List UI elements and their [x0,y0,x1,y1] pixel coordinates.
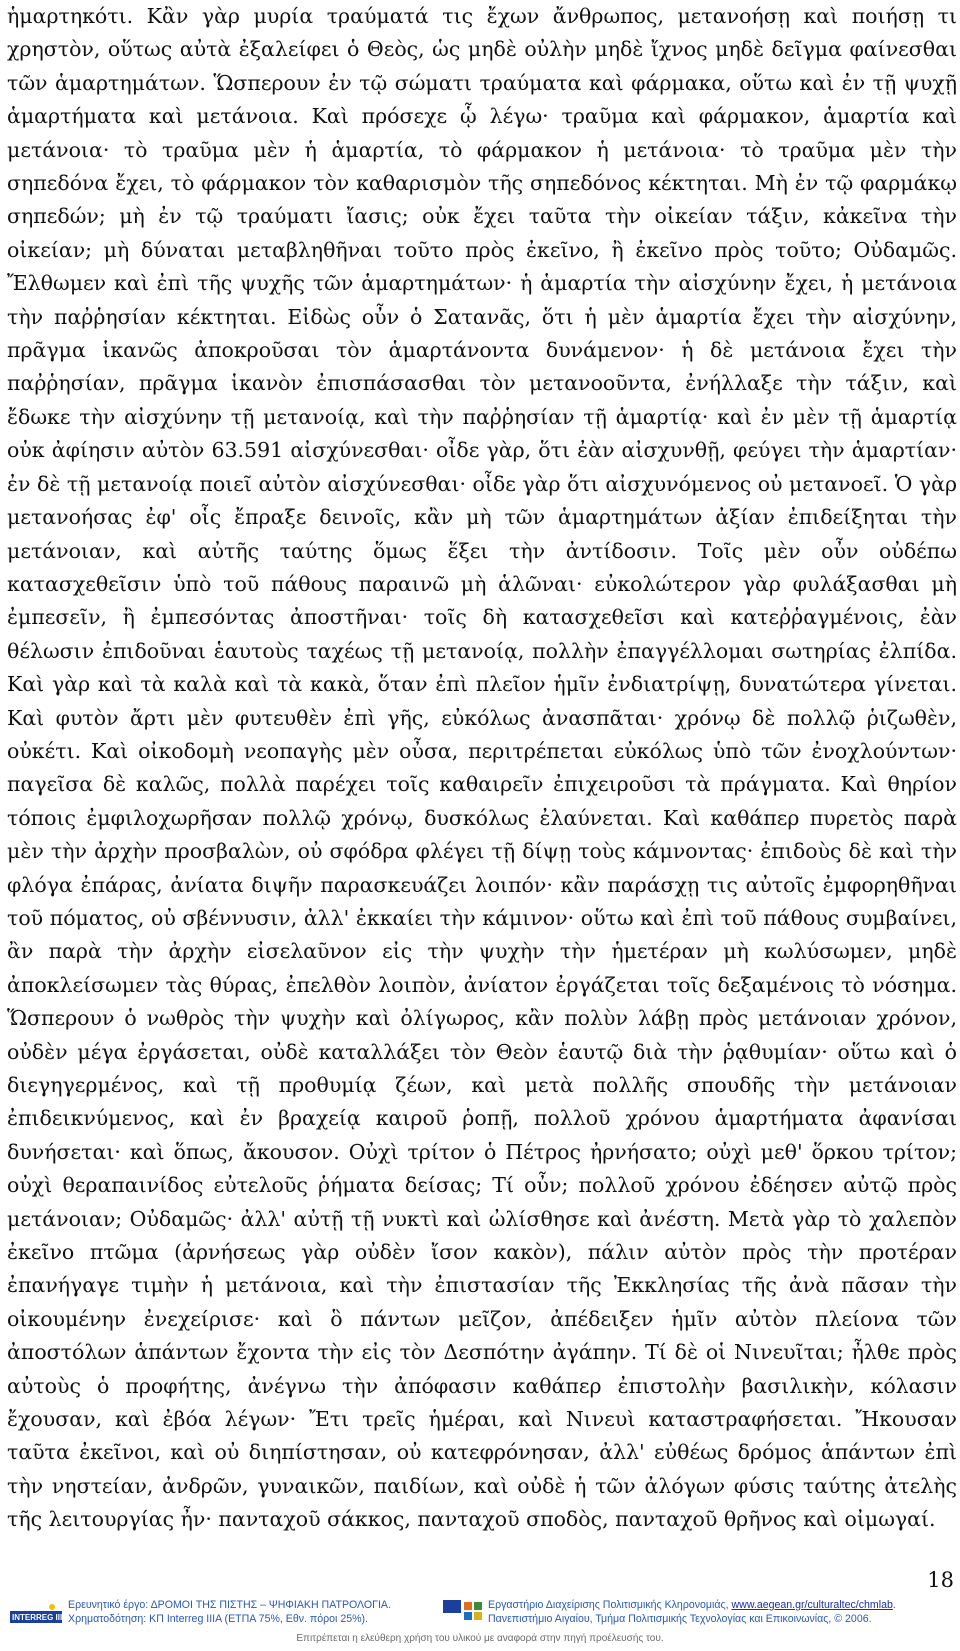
footer [0,1596,960,1651]
footer-lab-link[interactable]: www.aegean.gr/culturaltec/chmlab [731,1599,893,1611]
page-number: 18 [927,1568,954,1592]
body-paragraph: ἡμαρτηκότι. Κἂν γὰρ μυρία τραύματά τις ἔχων ἄνθρωπος, μετανοήσῃ καὶ ποιήσῃ τι χρηστὸν, οὕτως αὐτὰ ἐξαλείφει ὁ Θεὸς, ὡς μηδὲ οὐλὴν μηδὲ ἴχνος μηδὲ δεῖγμα φαίνεσθαι τῶν ἁμαρτημάτων. Ὥσπερουν ἐν τῷ σώματι τραύματα καὶ φάρμακα, οὕτω καὶ ἐν τῇ ψυχῇ ἁμαρτήματα καὶ μετάνοια. Καὶ πρόσεχε ᾧ λέγω· τραῦμα καὶ φάρμακον, ἁμαρτία καὶ μετάνοια· τὸ τραῦμα μὲν ἡ ἁμαρτία, τὸ φάρμακον ἡ μετάνοια· τὸ τραῦμα μὲν τὴν σηπεδόνα ἔχει, τὸ φάρμακον τὸν καθαρισμὸν τῆς σηπεδόνος κέκτηται. Μὴ ἐν τῷ φαρμάκῳ σηπεδών; μὴ ἐν τῷ τραύματι ἴασις; οὐκ ἔχει ταῦτα τὴν οἰκείαν τάξιν, κἀκεῖνα τὴν οἰκείαν; μὴ δύναται μεταβληθῆναι τοῦτο πρὸς ἐκεῖνο, ἢ ἐκεῖνο πρὸς τοῦτο; Οὐδαμῶς. Ἔλθωμεν καὶ ἐπὶ τῆς ψυχῆς τῶν ἁμαρτημάτων· ἡ ἁμαρτία τὴν αἰσχύνην ἔχει, ἡ μετάνοια τὴν παῤῥησίαν κέκτηται. Εἰδὼς οὖν ὁ Σατανᾶς, ὅτι ἡ μὲν ἁμαρτία ἔχει τὴν αἰσχύνην, πρᾶγμα ἱκανῶς ἀποκροῦσαι τὸν ἁμαρτάνοντα δυνάμενον· ἡ δὲ μετάνοια ἔχει τὴν παῤῥησίαν, πρᾶγμα ἱκανὸν ἐπισπάσασθαι τὸν μετανοοῦντα, ἐνήλλαξε τὴν τάξιν, καὶ ἔδωκε τὴν αἰσχύνην τῇ μετανοίᾳ, καὶ τὴν παῤῥησίαν τῇ ἁμαρτίᾳ· καὶ ἐν μὲν τῇ ἁμαρτίᾳ οὐκ ἀφίησιν αὐτὸν 63.591 αἰσχύνεσθαι· οἶδε γὰρ, ὅτι ἐὰν αἰσχυνθῇ, φεύγει τὴν ἁμαρτίαν· ἐν δὲ τῇ μετανοίᾳ ποιεῖ αὐτὸν αἰσχύνεσθαι· οἶδε γὰρ ὅτι αἰσχυνόμενος οὐ μετανοεῖ. Ὁ γὰρ μετανοήσας ἐφ' οἷς ἔπραξε δεινοῖς, κἂν μὴ τῶν ἁμαρτημάτων ἀξίαν ἐπιδείξηται τὴν μετάνοιαν, καὶ αὐτῆς ταύτης ὅμως ἕξει τὴν ἀντίδοσιν. Τοῖς μὲν οὖν οὐδέπω κατασχεθεῖσιν ὑπὸ τοῦ πάθους παραινῶ μὴ ἁλῶναι· εὐκολώτερον γὰρ φυλάξασθαι μὴ ἐμπεσεῖν, ἢ ἐμπεσόντας ἀποστῆναι· τοῖς δὴ κατασχεθεῖσι καὶ κατεῤῥαγμένοις, ἐὰν θέλωσιν ἐπιδοῦναι ἑαυτοὺς ταχέως τῇ μετανοίᾳ, πολλὴν ἐπαγγέλλομαι σωτηρίας ἐλπίδα. Καὶ γὰρ καὶ τὰ καλὰ καὶ τὰ κακὰ, ὅταν ἐπὶ πλεῖον ἡμῖν ἐνδιατρίψῃ, δυνατώτερα γίνεται. Καὶ φυτὸν ἄρτι μὲν φυτευθὲν ἐπὶ γῆς, εὐκόλως ἀνασπᾶται· χρόνῳ δὲ πολλῷ ῥιζωθὲν, οὐκέτι. Καὶ οἰκοδομὴ νεοπαγὴς μὲν οὖσα, περιτρέπεται εὐκόλως ὑπὸ τῶν ἐνοχλούντων· παγεῖσα δὲ καλῶς, πολλὰ παρέχει τοῖς καθαιρεῖν ἐπιχειροῦσι τὰ πράγματα. Καὶ θηρίον τόποις ἐμφιλοχωρῆσαν πολλῷ χρόνῳ, δυσκόλως ἐλαύνεται. Καὶ καθάπερ πυρετὸς παρὰ μὲν τὴν ἀρχὴν προσβαλὼν, οὐ σφόδρα φλέγει τῇ δίψῃ τοὺς κάμνοντας· ἐπιδοὺς δὲ καὶ τὴν φλόγα ἐπάρας, ἀνίατα διψῆν παρασκευάζει λοιπόν· κἂν παράσχῃ τις αὐτοῖς ἐμφορηθῆναι τοῦ πόματος, οὐ σβέννυσιν, ἀλλ' ἐκκαίει τὴν κάμινον· οὕτω καὶ ἐπὶ τοῦ πάθους συμβαίνει, ἂν παρὰ τὴν ἀρχὴν εἰσελαῦνον εἰς τὴν ψυχὴν τὴν ἡμετέραν μὴ κωλύσωμεν, μηδὲ ἀποκλείσωμεν τὰς θύρας, ἐπελθὸν λοιπὸν, ἀνίατον ἐργάζεται τοῖς δεξαμένοις τὸ νόσημα. Ὥσπερουν ὁ νωθρὸς τὴν ψυχὴν καὶ ὀλίγωρος, κἂν πολὺν λάβῃ πρὸς μετάνοιαν χρόνον, οὐδὲν μέγα ἐργάσεται, οὐδὲ καταλλάξει τὸν Θεὸν ἑαυτῷ διὰ τὴν ῥᾳθυμίαν· οὕτω καὶ ὁ διεγηγερμένος, καὶ τῇ προθυμίᾳ ζέων, καὶ μετὰ πολλῆς σπουδῆς τὴν μετάνοιαν ἐπιδεικνύμενος, καὶ ἐν βραχείᾳ καιροῦ ῥοπῇ, πολλοῦ χρόνου ἁμαρτήματα ἀφανίσαι δυνήσεται· καὶ ὅπως, ἄκουσον. Οὐχὶ τρίτον ὁ Πέτρος ἠρνήσατο; οὐχὶ μεθ' ὅρκου τρίτον; οὐχὶ θεραπαινίδος εὐτελοῦς ῥήματα δείσας; Τί οὖν; πολλοῦ χρόνου ἐδέησεν αὐτῷ πρὸς μετάνοιαν; Οὐδαμῶς· ἀλλ' αὐτῇ τῇ νυκτὶ καὶ ὠλίσθησε καὶ ἀνέστη. Μετὰ γὰρ τὸ χαλεπὸν ἐκεῖνο πτῶμα (ἀρνήσεως γὰρ οὐδὲν ἴσον κακὸν), πάλιν αὐτὸν πρὸς τὴν προτέραν ἐπανήγαγε τιμὴν ἡ μετάνοια, καὶ τὴν ἐπιστασίαν τῆς Ἐκκλησίας τῆς ἀνὰ πᾶσαν τὴν οἰκουμένην ἐνεχείρισε· καὶ ὃ πάντων μεῖζον, ἀπέδειξεν ἡμῖν αὐτὸν πλείονα τῶν ἀποστόλων ἁπάντων ἔχοντα τὴν εἰς τὸν Δεσπότην ἀγάπην. Τί δὲ οἱ Νινευῖται; ἦλθε πρὸς αὐτοὺς ὁ προφήτης, ἀνέγνω τὴν ἀπόφασιν καθάπερ ἐπιστολὴν βασιλικὴν, κόλασιν ἔχουσαν, καὶ ἐβόα λέγων· Ἔτι τρεῖς ἡμέραι, καὶ Νινευὶ καταστραφήσεται. Ἤκουσαν ταῦτα ἐκεῖνοι, καὶ οὐ διηπίστησαν, οὐ κατεφρόνησαν, ἀλλ' εὐθέως δρόμος ἁπάντων ἐπὶ τὴν νηστείαν, ἀνδρῶν, γυναικῶν, παιδίων, καὶ οὐδὲ ἡ τῶν ἀλόγων φύσις ταύτης ἀτελὴς τῆς λειτουργίας ἦν· πανταχοῦ σάκκος, πανταχοῦ σποδὸς, πανταχοῦ θρῆνος καὶ οἰμωγαί. [7,4,957,1532]
interreg-logo [8,1601,64,1629]
footer-project-line: Ερευνητικό έργο: ΔΡΟΜΟΙ ΤΗΣ ΠΙΣΤΗΣ – ΨΗΦΙΑΚΗ ΠΑΤΡΟΛΟΓΙΑ. [68,1599,391,1611]
footer-lab-name: Εργαστήριο Διαχείρισης Πολιτισμικής Κληρονομιάς, [488,1599,732,1611]
footer-usage-notice: Επιτρέπεται η ελεύθερη χρήση του υλικού με αναφορά στην πηγή προέλευσής του. [296,1633,664,1644]
footer-funding-line: Χρηματοδότηση: ΚΠ Interreg IIIA (ΕΤΠΑ 75%, Εθν. πόροι 25%). [68,1613,368,1625]
footer-lab-line [488,1599,896,1612]
eu-flag-icon [443,1600,461,1613]
footer-university-line: Πανεπιστήμιο Αιγαίου, Τμήμα Πολιτισμικής Τεχνολογίας και Επικοινωνίας, © 2006. [488,1613,872,1625]
interreg-logo-text: INTERREG III [12,1613,63,1622]
lab-logo-icon [462,1600,484,1630]
footer-lab-dot: . [892,1599,896,1611]
